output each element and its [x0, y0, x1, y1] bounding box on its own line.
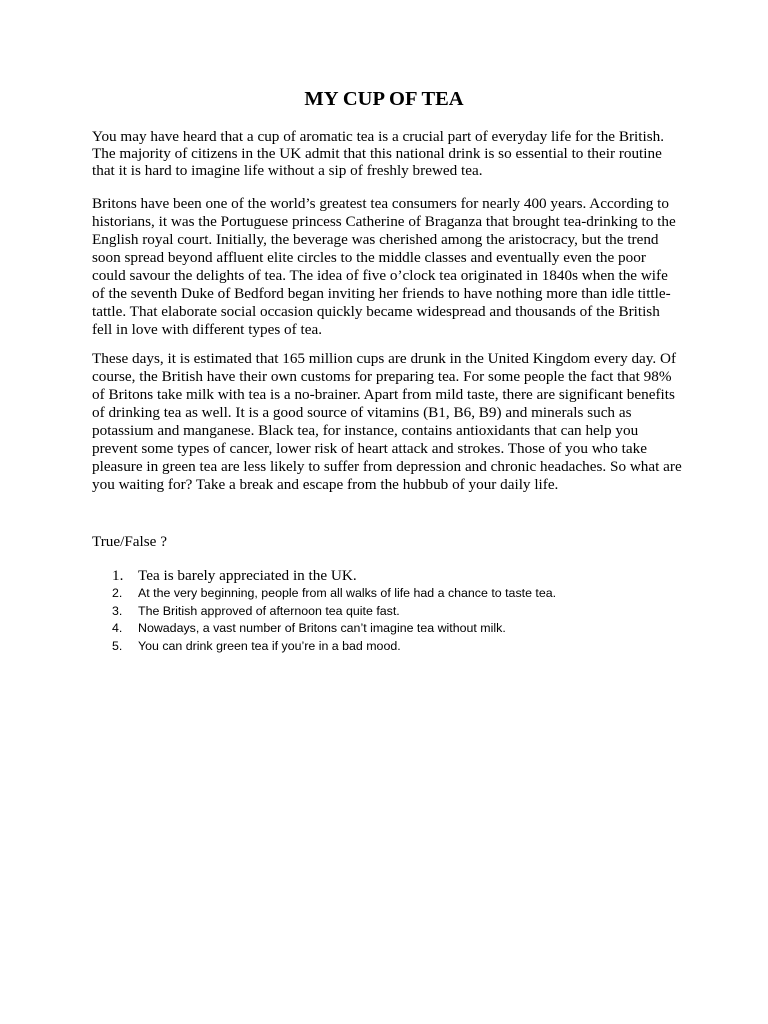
paragraph-history: Britons have been one of the world’s greatest tea consumers for nearly 400 years. According to historians, it was the Portuguese princess Catherine of Braganza that brought tea-drinking to the English royal court. Initially, the beverage was cherished among the aristocracy, but the trend soon spread beyond affluent elite circles to the middle classes and eventually even the poor could savour the delights of tea. The idea of five o’clock tea originated in 1840s when the wife of the seventh Duke of Bedford began inviting her friends to have nothing more than idle tittle-tattle. That elaborate social occasion quickly became widespread and thousands of the British fell in love with different types of tea.: [92, 195, 676, 338]
quiz-item-number: 4.: [112, 621, 123, 635]
quiz-list: [92, 567, 712, 655]
quiz-item: [92, 620, 712, 638]
quiz-item-number: 1.: [112, 567, 124, 584]
quiz-item-number: 3.: [112, 603, 123, 618]
quiz-label: True/False ?: [92, 533, 167, 550]
quiz-item-text: The British approved of afternoon tea quite fast.: [138, 603, 400, 618]
quiz-item-text: Nowadays, a vast number of Britons can’t imagine tea without milk.: [138, 621, 506, 635]
quiz-item-text: At the very beginning, people from all walks of life had a chance to taste tea.: [138, 586, 557, 600]
quiz-item: [92, 638, 712, 656]
quiz-item-text: You can drink green tea if you’re in a bad mood.: [138, 638, 401, 653]
document-title: MY CUP OF TEA: [304, 88, 464, 110]
paragraph-intro: You may have heard that a cup of aromatic tea is a crucial part of everyday life for the British. The majority of citizens in the UK admit that this national drink is so essential to their routine that it is hard to imagine life without a sip of freshly brewed tea.: [92, 128, 664, 179]
quiz-item-number: 5.: [112, 638, 123, 653]
quiz-item: [92, 585, 712, 603]
quiz-item: [92, 603, 712, 621]
paragraph-today: These days, it is estimated that 165 million cups are drunk in the United Kingdom every day. Of course, the British have their own customs for preparing tea. For some people the fact that 98% of Britons take milk with tea is a no-brainer. Apart from mild taste, there are significant benefits of drinking tea as well. It is a good source of vitamins (B1, B6, B9) and minerals such as potassium and manganese. Black tea, for instance, contains antioxidants that can help you prevent some types of cancer, lower risk of heart attack and strokes. Those of you who take pleasure in green tea are less likely to suffer from depression and chronic headaches. So what are you waiting for? Take a break and escape from the hubbub of your daily life.: [92, 350, 682, 493]
quiz-item-text: Tea is barely appreciated in the UK.: [138, 567, 357, 584]
quiz-item-number: 2.: [112, 586, 123, 600]
quiz-item: [92, 567, 712, 585]
